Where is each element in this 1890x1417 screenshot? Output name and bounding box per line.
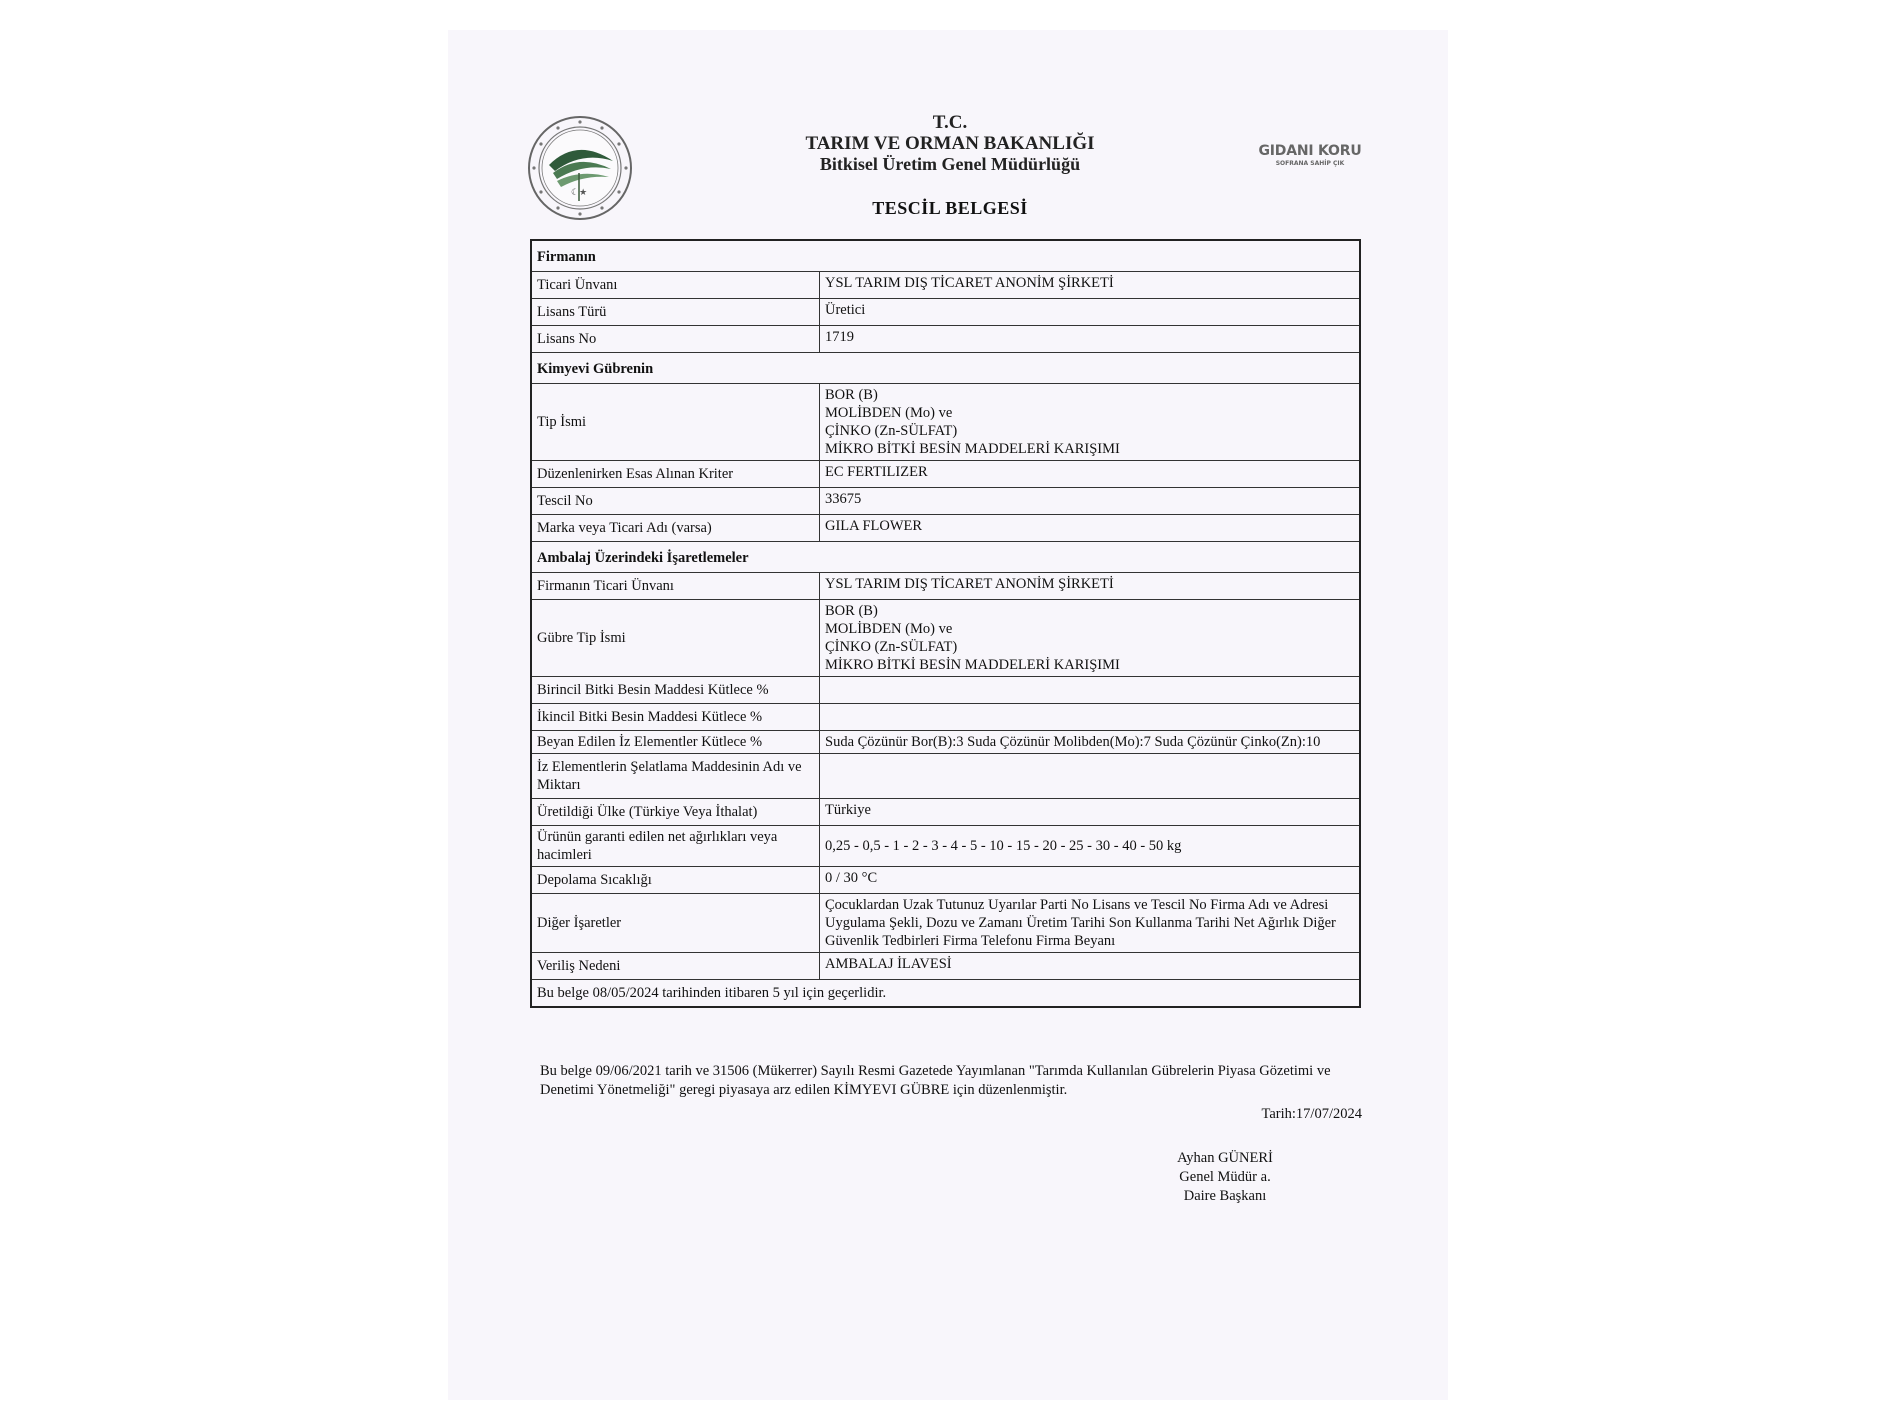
field-label: Beyan Edilen İz Elementler Kütlece %: [531, 731, 820, 754]
header-line-2: TARIM VE ORMAN BAKANLIĞI: [805, 133, 1095, 154]
field-label: Ticari Ünvanı: [531, 272, 820, 299]
field-label: Birincil Bitki Besin Maddesi Kütlece %: [531, 677, 820, 704]
section-row-firm: [531, 240, 1360, 272]
table-row: [531, 326, 1360, 353]
table-row: [531, 731, 1360, 754]
signature-block: [1160, 1149, 1290, 1206]
section-row-fertilizer: [531, 353, 1360, 384]
field-value: YSL TARIM DIŞ TİCARET ANONİM ŞİRKETİ: [820, 272, 1361, 299]
field-label: Depolama Sıcaklığı: [531, 867, 820, 894]
field-value: GILA FLOWER: [820, 515, 1361, 542]
field-value: [820, 704, 1361, 731]
section-heading-firm: Firmanın: [531, 240, 1360, 272]
field-label: Diğer İşaretler: [531, 894, 820, 953]
table-row: [531, 573, 1360, 600]
field-label: Gübre Tip İsmi: [531, 600, 820, 677]
table-row: [531, 799, 1360, 826]
table-row: [531, 488, 1360, 515]
validity-note: Bu belge 08/05/2024 tarihinden itibaren 5 yıl için geçerlidir.: [531, 980, 1360, 1008]
table-row: [531, 272, 1360, 299]
field-label: Düzenlenirken Esas Alınan Kriter: [531, 461, 820, 488]
section-heading-packaging: Ambalaj Üzerindeki İşaretlemeler: [531, 542, 1360, 573]
field-label: Tip İsmi: [531, 384, 820, 461]
table-row: [531, 704, 1360, 731]
field-label: Ürünün garanti edilen net ağırlıkları veya hacimleri: [531, 826, 820, 867]
section-row-packaging: [531, 542, 1360, 573]
type-name-line: MİKRO BİTKİ BESİN MADDELERİ KARIŞIMI: [825, 657, 1120, 673]
field-value: 1719: [820, 326, 1361, 353]
table-row: [531, 515, 1360, 542]
type-name-line: MOLİBDEN (Mo) ve: [825, 621, 953, 637]
table-row: [531, 461, 1360, 488]
type-name-line: BOR (B): [825, 387, 878, 403]
issue-date: Tarih:17/07/2024: [1261, 1106, 1362, 1122]
type-name-line: MOLİBDEN (Mo) ve: [825, 405, 953, 421]
type-name-line: ÇİNKO (Zn-SÜLFAT): [825, 639, 958, 655]
signatory-title: Genel Müdür a.: [1179, 1169, 1271, 1185]
table-row: [531, 299, 1360, 326]
section-heading-fertilizer: Kimyevi Gübrenin: [531, 353, 1360, 384]
signatory-title: Daire Başkanı: [1183, 1188, 1267, 1204]
field-value: 33675: [820, 488, 1361, 515]
field-label: Tescil No: [531, 488, 820, 515]
field-value: EC FERTILIZER: [820, 461, 1361, 488]
field-value: Üretici: [820, 299, 1361, 326]
type-name-line: MİKRO BİTKİ BESİN MADDELERİ KARIŞIMI: [825, 441, 1120, 457]
field-value: YSL TARIM DIŞ TİCARET ANONİM ŞİRKETİ: [820, 573, 1361, 600]
star-crescent-icon: ☾★: [571, 188, 588, 198]
table-row: [531, 384, 1360, 461]
field-label: Firmanın Ticari Ünvanı: [531, 573, 820, 600]
field-value: 0,25 - 0,5 - 1 - 2 - 3 - 4 - 5 - 10 - 15 - 20 - 25 - 30 - 40 - 50 kg: [820, 826, 1361, 867]
brand-tagline: SOFRANA SAHİP ÇIK: [1275, 160, 1345, 167]
field-value: Çocuklardan Uzak Tutunuz Uyarılar Parti No Lisans ve Tescil No Firma Adı ve Adresi Uygulama Şekli, Dozu ve Zamanı Üretim Tarihi Son Kullanma Tarihi Net Ağırlık Diğer Güvenlik Tedbirleri Firma Telefonu Firma Beyanı: [820, 894, 1361, 953]
field-value: Türkiye: [820, 799, 1361, 826]
legal-note: Bu belge 09/06/2021 tarih ve 31506 (Mükerrer) Sayılı Resmi Gazetede Yayımlanan "Tarımda Kullanılan Gübrelerin Piyasa Gözetimi ve Denetimi Yönetmeliği" geregi piyasaya arz edilen KİMYEVI GÜBRE için düzenlenmiştir.: [540, 1063, 1331, 1098]
brand-name: GIDANI KORU: [1258, 143, 1362, 159]
document-title: TESCİL BELGESİ: [872, 198, 1028, 218]
field-value: AMBALAJ İLAVESİ: [820, 953, 1361, 980]
field-label: İz Elementlerin Şelatlama Maddesinin Adı ve Miktarı: [531, 754, 820, 799]
table-row: [531, 754, 1360, 799]
type-name-line: ÇİNKO (Zn-SÜLFAT): [825, 423, 958, 439]
ministry-emblem-icon: [527, 115, 633, 221]
type-name-line: BOR (B): [825, 603, 878, 619]
document-header: [700, 112, 1200, 175]
field-label: İkincil Bitki Besin Maddesi Kütlece %: [531, 704, 820, 731]
registration-table: [530, 239, 1361, 1008]
field-value: Suda Çözünür Bor(B):3 Suda Çözünür Molibden(Mo):7 Suda Çözünür Çinko(Zn):10: [820, 731, 1361, 754]
validity-row: [531, 980, 1360, 1008]
field-label: Marka veya Ticari Adı (varsa): [531, 515, 820, 542]
table-row: [531, 894, 1360, 953]
field-label: Üretildiği Ülke (Türkiye Veya İthalat): [531, 799, 820, 826]
brand-logo: [1245, 143, 1375, 167]
table-row: [531, 826, 1360, 867]
field-value: [820, 600, 1361, 677]
field-value: 0 / 30 °C: [820, 867, 1361, 894]
field-label: Veriliş Nedeni: [531, 953, 820, 980]
field-value: [820, 754, 1361, 799]
table-row: [531, 953, 1360, 980]
field-value: [820, 384, 1361, 461]
field-value: [820, 677, 1361, 704]
table-row: [531, 677, 1360, 704]
table-row: [531, 867, 1360, 894]
field-label: Lisans No: [531, 326, 820, 353]
header-line-1: T.C.: [932, 112, 968, 133]
field-label: Lisans Türü: [531, 299, 820, 326]
table-row: [531, 600, 1360, 677]
header-line-3: Bitkisel Üretim Genel Müdürlüğü: [819, 154, 1081, 174]
signatory-name: Ayhan GÜNERİ: [1177, 1150, 1273, 1166]
